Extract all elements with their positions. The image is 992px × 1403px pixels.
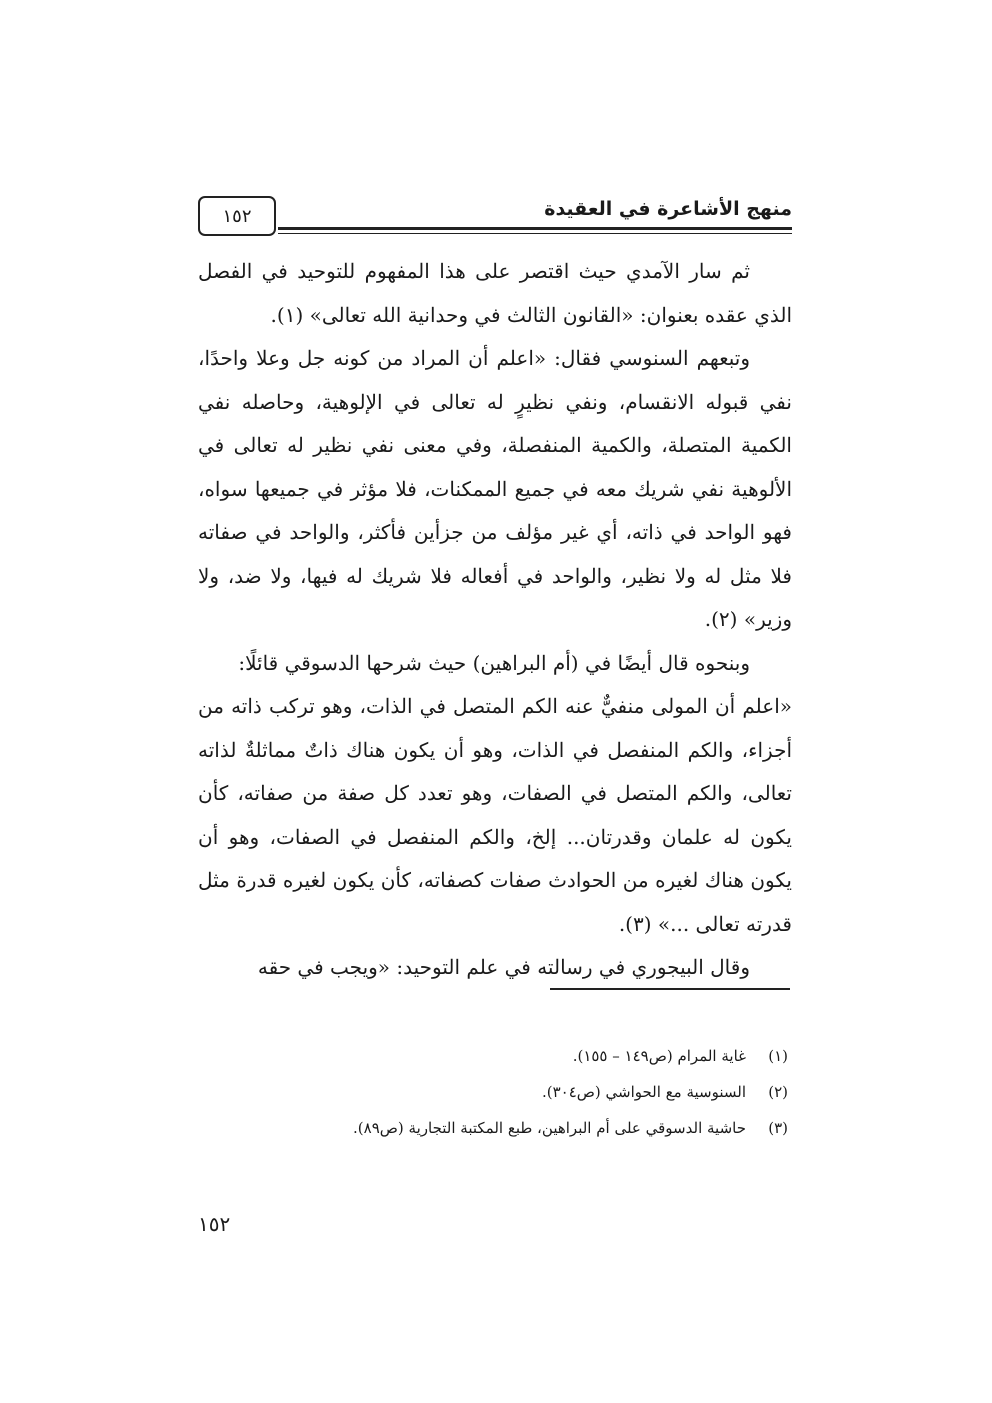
footnote (198, 1038, 792, 1074)
page-header (198, 196, 792, 244)
footer-page-number: ١٥٢ (198, 1212, 231, 1236)
body-text (198, 250, 792, 990)
footnotes (198, 1038, 792, 1146)
footnote-number: (٢) (768, 1083, 788, 1101)
paragraph: ثم سار الآمدي حيث اقتصر على هذا المفهوم للتوحيد في الفصل الذي عقده بعنوان: «القانون الثالث في وحدانية الله تعالى» (١). (198, 259, 792, 327)
footnote-text: حاشية الدسوقي على أم البراهين، طبع المكتبة التجارية (ص٨٩). (353, 1119, 746, 1137)
paragraph: وبنحوه قال أيضًا في (أم البراهين) حيث شرحها الدسوقي قائلًا: (238, 650, 750, 675)
footnote-number: (٣) (768, 1119, 788, 1137)
header-rule-thin (278, 233, 792, 234)
footnote-separator (550, 988, 790, 990)
footnote (198, 1110, 792, 1146)
footnote-text: السنوسية مع الحواشي (ص٣٠٤). (541, 1083, 746, 1101)
quote-paragraph: «اعلم أن المولى منفيٌّ عنه الكم المتصل في الذات، وهو تركب ذاته من أجزاء، والكم المنفصل في الذات، وهو أن يكون هناك ذاتٌ مماثلةٌ لذاته تعالى، والكم المتصل في الصفات، وهو تعدد كل صفة من صفاته، كأن يكون له علمان وقدرتان... إلخ، والكم المنفصل في الصفات، وهو أن يكون هناك لغيره من الحوادث صفات كصفاته، كأن يكون لغيره قدرة مثل قدرته تعالى ...» (٣). (198, 694, 792, 936)
footnote-number: (١) (768, 1047, 788, 1065)
footnote (198, 1074, 792, 1110)
paragraph: وتبعهم السنوسي فقال: «اعلم أن المراد من كونه جل وعلا واحدًا، نفي قبوله الانقسام، ونفي نظيرٍ له تعالى في الإلوهية، وحاصله نفي الكمية المتصلة، والكمية المنفصلة، وفي معنى نفي نظير له تعالى في الألوهية نفي شريك معه في جميع الممكنات، فلا مؤثر في جميعها سواه، فهو الواحد في ذاته، أي غير مؤلف من جزأين فأكثر، والواحد في صفاته فلا مثل له ولا نظير، والواحد في أفعاله فلا شريك له فيها، ولا ضد، ولا وزير» (٢). (198, 346, 792, 631)
header-page-number: ١٥٢ (198, 196, 276, 236)
running-title: منهج الأشاعرة في العقيدة (544, 198, 792, 220)
paragraph: وقال البيجوري في رسالته في علم التوحيد: «ويجب في حقه (257, 955, 750, 979)
footnote-text: غاية المرام (ص١٤٩ – ١٥٥). (572, 1047, 746, 1065)
header-rule-thick (278, 227, 792, 230)
